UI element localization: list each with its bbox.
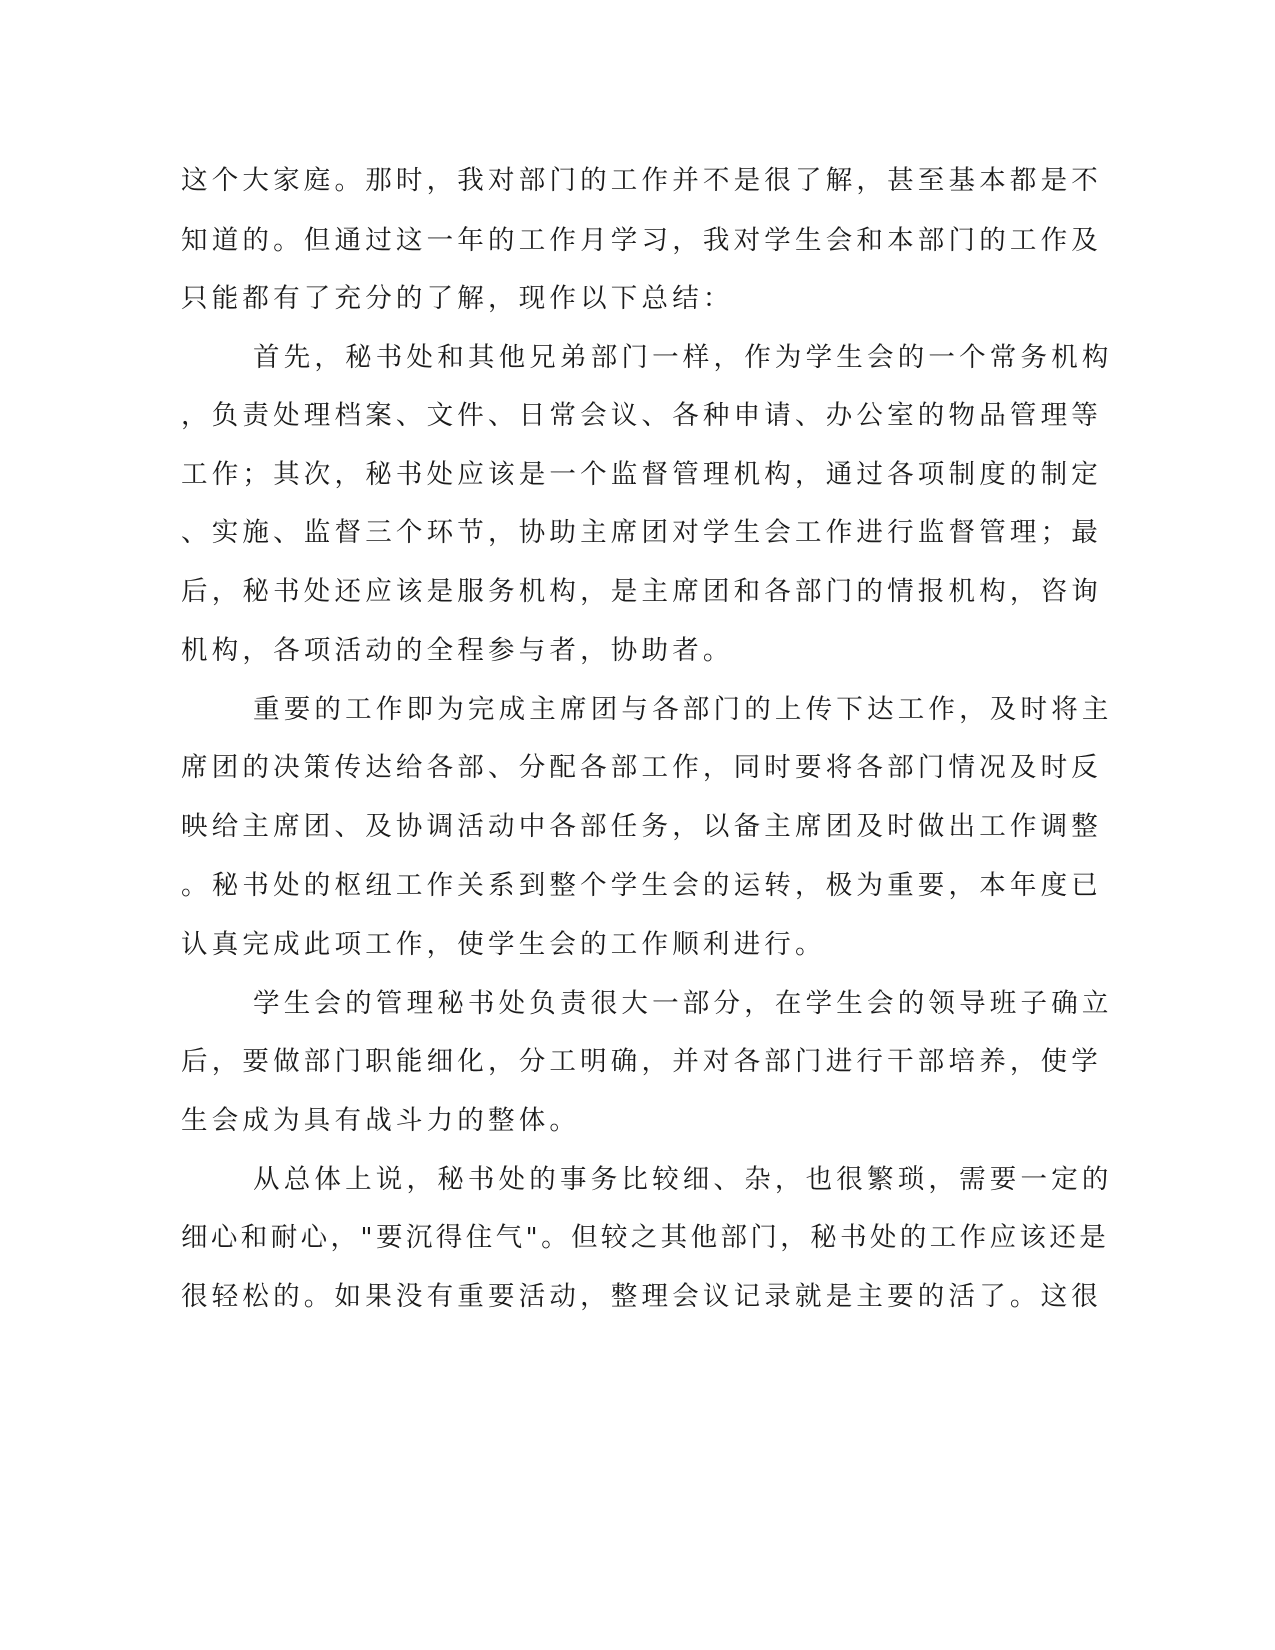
text-line: 生会成为具有战斗力的整体。 [181,1105,581,1136]
text-line: 很轻松的。如果没有重要活动，整理会议记录就是主要的活了。这很 [181,1281,1102,1312]
text-line: 认真完成此项工作，使学生会的工作顺利进行。 [181,929,826,960]
text-line: 、实施、监督三个环节，协助主席团对学生会工作进行监督管理；最 [181,517,1102,548]
text-line: 这个大家庭。那时，我对部门的工作并不是很了解，甚至基本都是不 [181,165,1102,196]
text-line: 首先，秘书处和其他兄弟部门一样，作为学生会的一个常务机构 [253,342,1113,373]
text-line: 重要的工作即为完成主席团与各部门的上传下达工作，及时将主 [253,694,1113,725]
text-line: 学生会的管理秘书处负责很大一部分，在学生会的领导班子确立 [253,988,1113,1019]
text-line: 从总体上说，秘书处的事务比较细、杂，也很繁琐，需要一定的 [253,1164,1113,1195]
text-line: 。秘书处的枢纽工作关系到整个学生会的运转，极为重要，本年度已 [181,870,1102,901]
text-line: 机构，各项活动的全程参与者，协助者。 [181,635,734,666]
text-line: 只能都有了充分的了解，现作以下总结： [181,283,734,314]
text-line: 知道的。但通过这一年的工作月学习，我对学生会和本部门的工作及 [181,225,1102,256]
text-line: 映给主席团、及协调活动中各部任务，以备主席团及时做出工作调整 [181,811,1102,842]
text-line: 后，秘书处还应该是服务机构，是主席团和各部门的情报机构，咨询 [181,576,1102,607]
text-line: 席团的决策传达给各部、分配各部工作，同时要将各部门情况及时反 [181,752,1102,783]
text-line: 后，要做部门职能细化，分工明确，并对各部门进行干部培养，使学 [181,1046,1102,1077]
text-line: 工作；其次，秘书处应该是一个监督管理机构，通过各项制度的制定 [181,459,1102,490]
text-line: 细心和耐心，"要沉得住气"。但较之其他部门，秘书处的工作应该还是 [181,1222,1110,1253]
text-line: ，负责处理档案、文件、日常会议、各种申请、办公室的物品管理等 [181,400,1102,431]
